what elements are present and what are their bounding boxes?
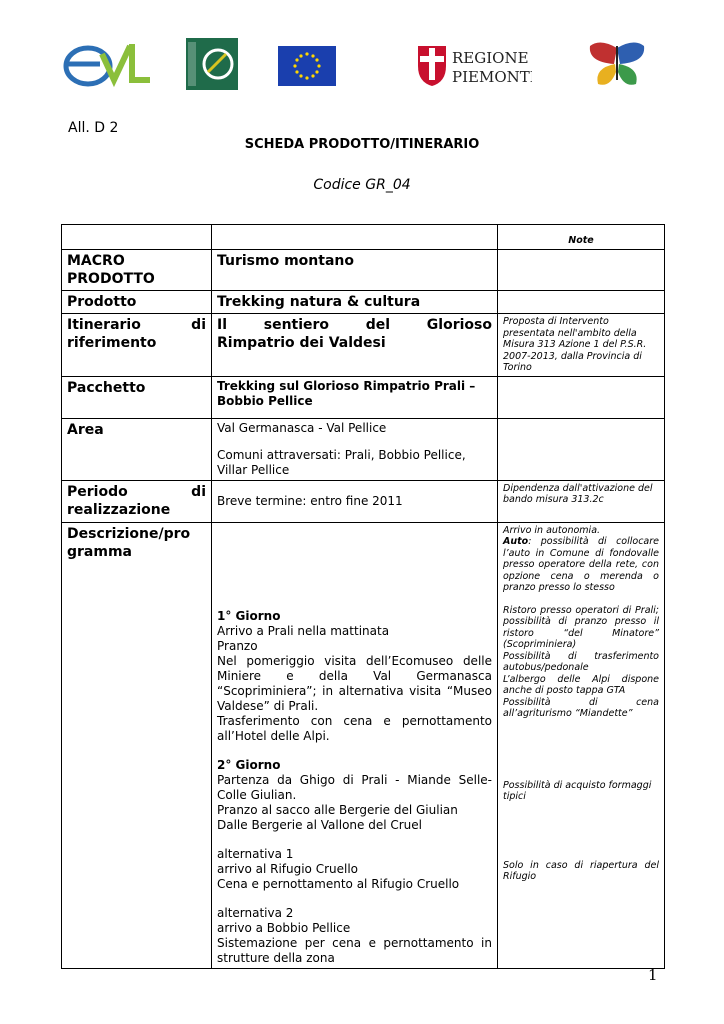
descrizione-note-1-line-1: Arrivo in autonomia. (503, 524, 601, 536)
macro-label-2: PRODOTTO (67, 271, 155, 287)
giorno1-line-2: Pranzo (217, 638, 258, 653)
area-value-1: Val Germanasca - Val Pellice (217, 420, 387, 435)
periodo-value: Breve termine: entro fine 2011 (217, 493, 403, 508)
alternativa2-line-1: alternativa 2 (217, 905, 294, 920)
giorno2-line-3: Dalle Bergerie al Vallone del Cruel (217, 817, 422, 832)
note-header: Note (568, 235, 594, 246)
leader-logo (186, 38, 238, 90)
table-header-row (62, 225, 665, 250)
itinerario-note: Proposta di Intervento presentata nell'ambito della Misura 313 Azione 1 del P.S.R. 2007-2013, dalla Provincia di Torino (503, 316, 647, 373)
giorno2-line-1: Partenza da Ghigo di Prali - Miande Selle-Colle Giulian. (217, 772, 492, 802)
piemonte-text: PIEMONTE (452, 68, 532, 86)
note-auto-text: : possibilità di collocare l’auto in Comune di fondovalle presso operatore della rete, con opzione cena o merenda o pranzo presso lo stesso (503, 536, 659, 593)
alternativa2-line-3: Sistemazione per cena e pernottamento in strutture della zona (217, 935, 492, 965)
descrizione-label-1: Descrizione/pro (67, 525, 191, 542)
area-value-2: Comuni attraversati: Prali, Bobbio Pellice, Villar Pellice (217, 447, 466, 477)
giorno1-line-4: Trasferimento con cena e pernottamento all’Hotel delle Alpi. (217, 713, 492, 743)
regione-text: REGIONE (452, 49, 529, 67)
descrizione-note-4: Solo in caso di riapertura del Rifugio (503, 859, 659, 882)
descrizione-note-2-line-1: Ristoro presso operatori di Prali; possibilità di pranzo presso il ristoro “del Minatore” (Scopriminiera) (503, 604, 659, 650)
alternativa1-line-3: Cena e pernottamento al Rifugio Cruello (217, 876, 460, 891)
giorno2-title: 2° Giorno (217, 757, 281, 772)
evl-logo (60, 34, 152, 94)
product-table (61, 224, 665, 969)
header-logos (0, 34, 724, 94)
periodo-note: Dipendenza dall'attivazione del bando misura 313.2c (503, 482, 653, 505)
attachment-label: All. D 2 (68, 120, 119, 136)
alternativa1-line-2: arrivo al Rifugio Cruello (217, 861, 359, 876)
descrizione-note-2-line-3: L’albergo delle Alpi dispone anche di posto tappa GTA (503, 673, 659, 696)
itinerario-label-1: Itinerario di (67, 317, 206, 333)
pacchetto-label: Pacchetto (67, 379, 146, 396)
table-row-periodo (62, 480, 665, 522)
macro-label-1: MACRO (67, 253, 125, 269)
table-row-prodotto (62, 291, 665, 314)
page-number: 1 (648, 966, 658, 984)
table-row-area (62, 418, 665, 480)
giorno2-line-2: Pranzo al sacco alle Bergerie del Giulian (217, 802, 458, 817)
descrizione-note-3: Possibilità di acquisto formaggi tipici (503, 779, 652, 802)
descrizione-note-2-line-4: Possibilità di cena all’agriturismo “Miandette” (503, 696, 659, 719)
itinerario-label-2: riferimento (67, 335, 157, 351)
periodo-label-2: realizzazione (67, 501, 171, 518)
eu-flag-logo (278, 46, 336, 86)
giorno1-title: 1° Giorno (217, 608, 281, 623)
document-title: SCHEDA PRODOTTO/ITINERARIO (244, 137, 480, 152)
itinerario-value-1: Il sentiero del Glorioso (217, 317, 492, 333)
table-row-pacchetto (62, 376, 665, 418)
giorno1-line-1: Arrivo a Prali nella mattinata (217, 623, 390, 638)
descrizione-note-1 (503, 536, 659, 594)
area-label: Area (67, 421, 104, 438)
macro-value: Turismo montano (217, 253, 354, 269)
table-row-macro (62, 250, 665, 291)
descrizione-note-2-line-2: Possibilità di trasferimento autobus/pedonale (503, 650, 659, 673)
periodo-label-1: Periodo di (67, 483, 206, 500)
pacchetto-value: Trekking sul Glorioso Rimpatrio Prali – Bobbio Pellice (217, 378, 476, 408)
note-auto-label: Auto (503, 536, 529, 547)
product-code: Codice GR_04 (313, 177, 411, 193)
prodotto-label: Prodotto (67, 294, 137, 310)
giorno1-line-3: Nel pomeriggio visita dell’Ecomuseo delle Miniere e della Val Germanasca “Scopriminiera”; in alternativa visita “Museo Valdese” di Prali. (217, 653, 492, 713)
alternativa2-line-2: arrivo a Bobbio Pellice (217, 920, 351, 935)
alternativa1-line-1: alternativa 1 (217, 846, 294, 861)
prodotto-value: Trekking natura & cultura (217, 294, 421, 310)
table-row-itinerario (62, 314, 665, 377)
butterfly-logo (586, 38, 648, 90)
regione-piemonte-logo (416, 42, 532, 88)
table-row-descrizione (62, 522, 665, 968)
itinerario-value-2: Rimpatrio dei Valdesi (217, 335, 386, 351)
descrizione-label-2: gramma (67, 543, 132, 560)
